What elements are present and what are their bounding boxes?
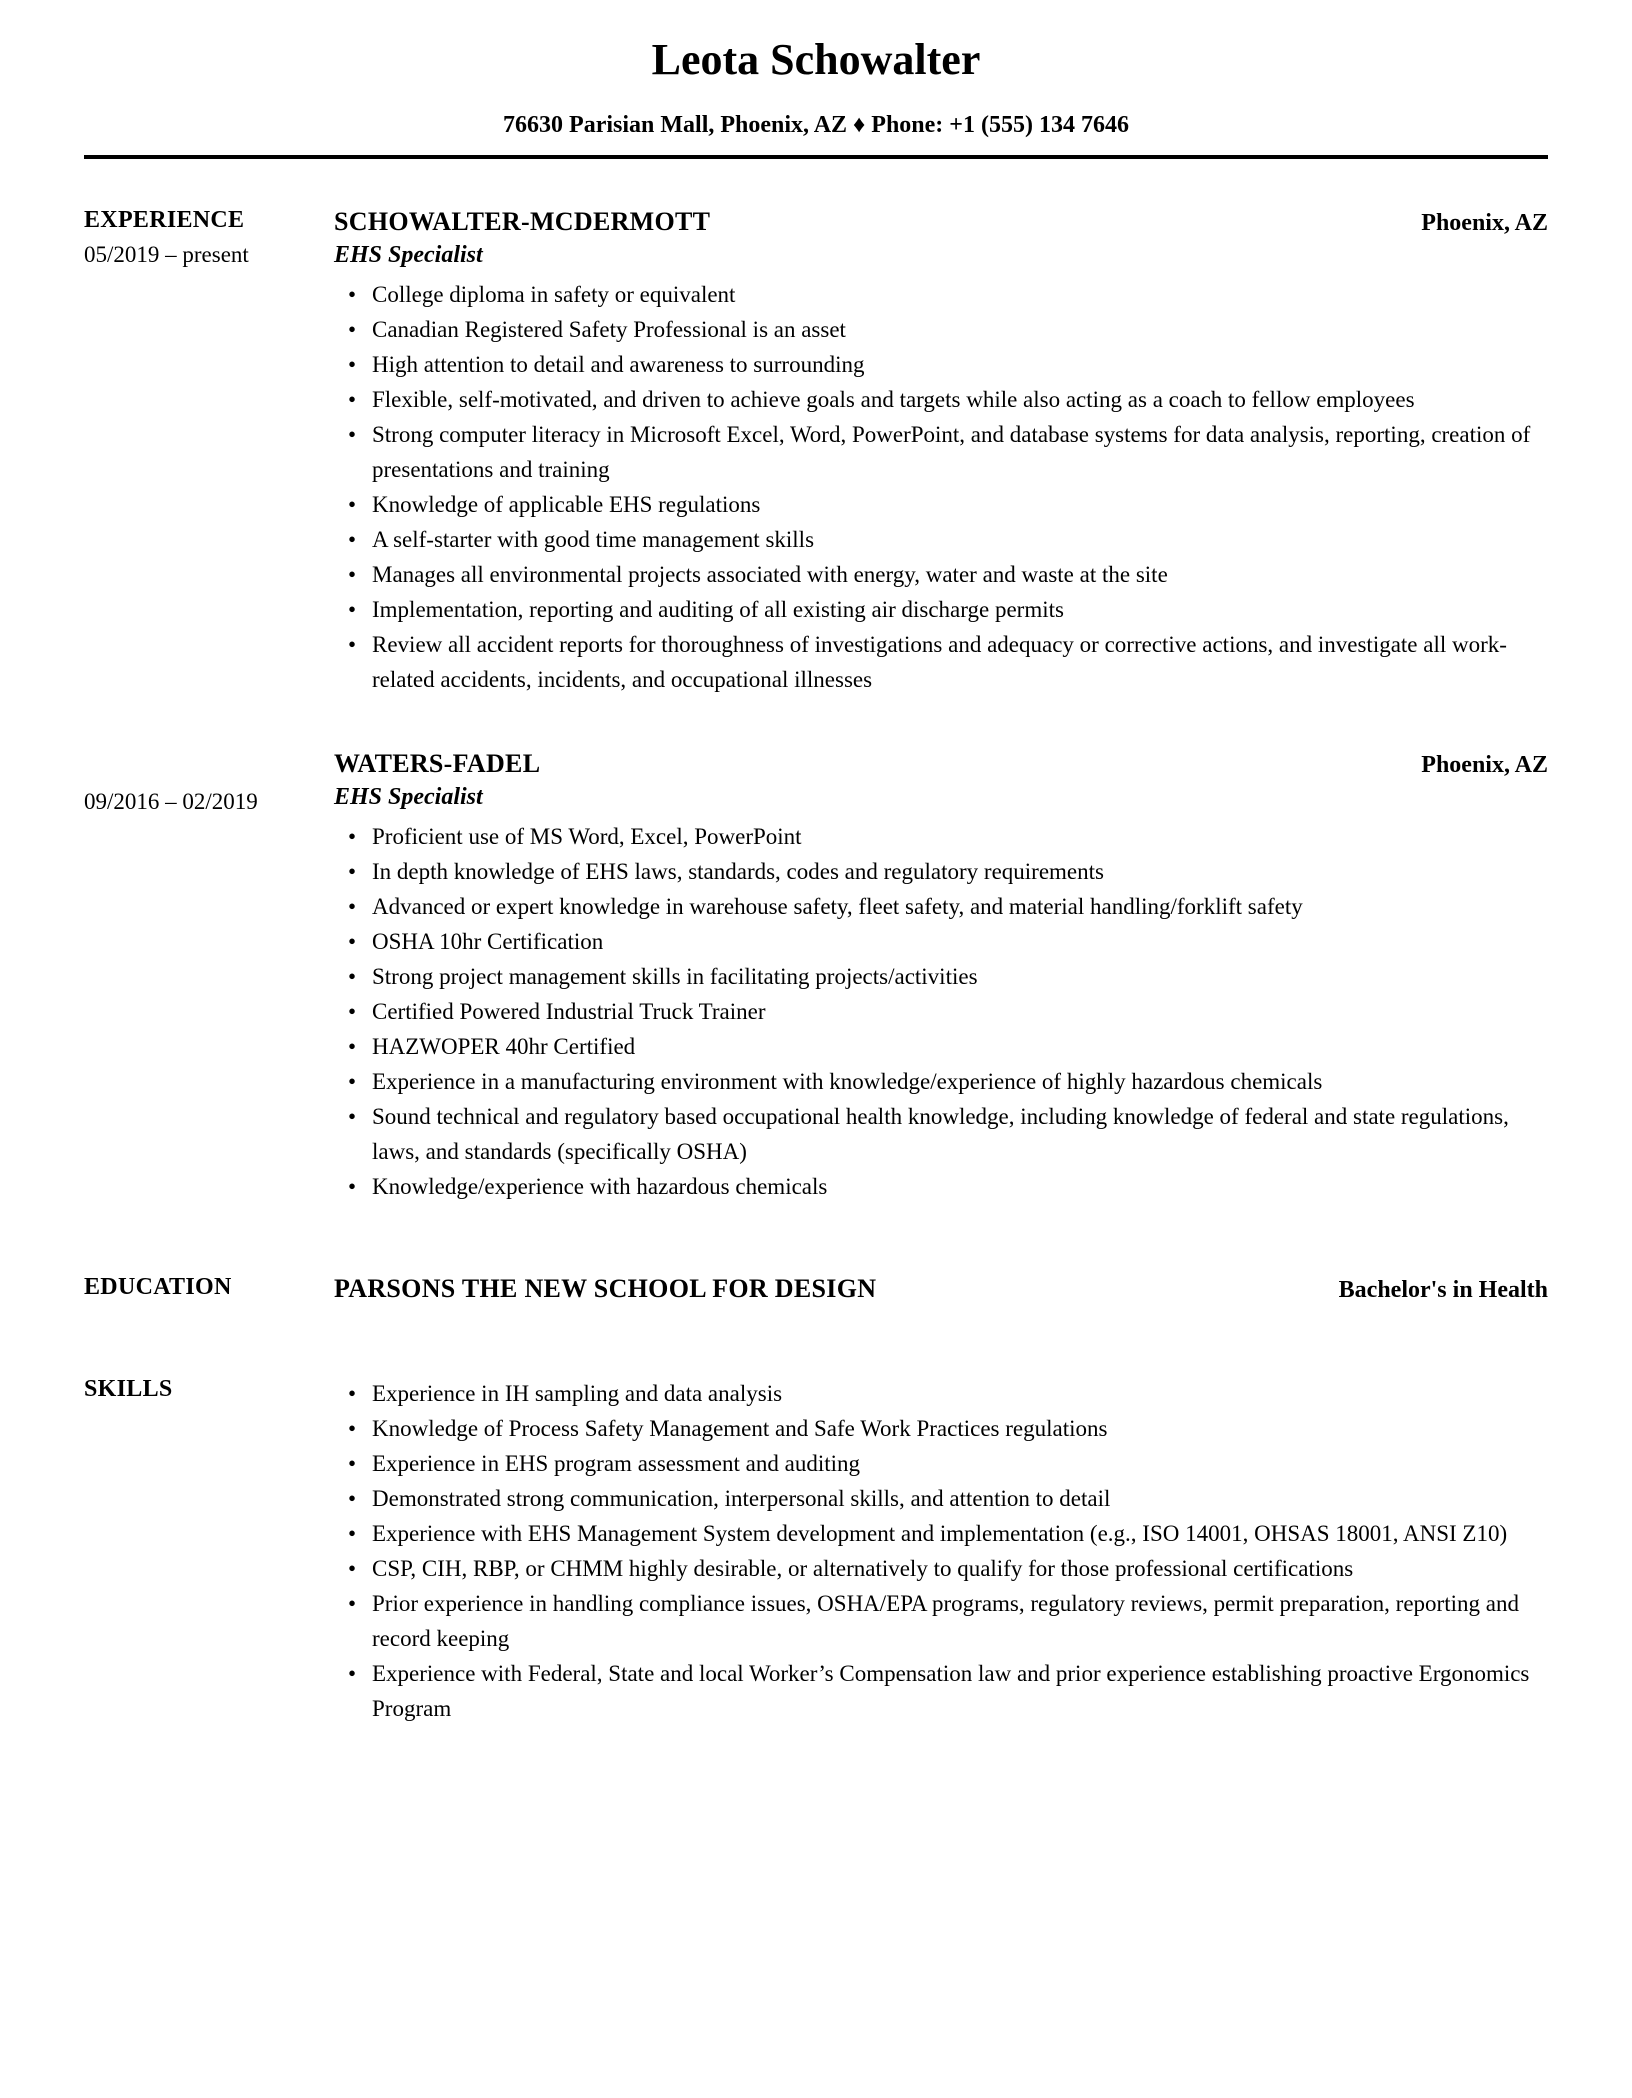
bullet-item: • Proficient use of MS Word, Excel, PowerPoint (334, 819, 1548, 854)
education-section (84, 1274, 1548, 1304)
bullet-item: • Sound technical and regulatory based occupational health knowledge, including knowledge of federal and state regulations, laws, and standards (specifically OSHA) (334, 1099, 1548, 1169)
experience-label: EXPERIENCE (84, 207, 245, 234)
bullet-item: • College diploma in safety or equivalent (334, 277, 1548, 312)
skills-bullet-list (334, 1376, 1548, 1726)
job1-location: Phoenix, AZ (1421, 210, 1548, 237)
job1-company: SCHOWALTER-MCDERMOTT (334, 207, 711, 237)
bullet-item: • Strong computer literacy in Microsoft Excel, Word, PowerPoint, and database systems for data analysis, reporting, creation of presentations and training (334, 417, 1548, 487)
bullet-item: • Certified Powered Industrial Truck Trainer (334, 994, 1548, 1029)
bullet-item: • Knowledge of applicable EHS regulations (334, 487, 1548, 522)
bullet-item: • Flexible, self-motivated, and driven to achieve goals and targets while also acting as a coach to fellow employees (334, 382, 1548, 417)
skills-section (84, 1376, 1548, 1726)
education-block (334, 1274, 1548, 1304)
job2-location: Phoenix, AZ (1421, 752, 1548, 779)
education-row (334, 1274, 1548, 1304)
bullet-item: • In depth knowledge of EHS laws, standards, codes and regulatory requirements (334, 854, 1548, 889)
job1-block (334, 207, 1548, 697)
job2-block (334, 749, 1548, 1204)
job2-dates: 09/2016 – 02/2019 (84, 789, 258, 815)
contact-line: 76630 Parisian Mall, Phoenix, AZ ♦ Phone: +1 (555) 134 7646 (503, 112, 1129, 139)
resume-name: Leota Schowalter (651, 35, 981, 84)
job2-left-column (84, 749, 334, 815)
bullet-item: • OSHA 10hr Certification (334, 924, 1548, 959)
bullet-item: • Experience with Federal, State and local Worker’s Compensation law and prior experience establishing proactive Ergonomics Program (334, 1656, 1548, 1726)
job1-bullet-list (334, 277, 1548, 697)
school-name: PARSONS THE NEW SCHOOL FOR DESIGN (334, 1274, 877, 1304)
bullet-item: • CSP, CIH, RBP, or CHMM highly desirable, or alternatively to qualify for those professional certifications (334, 1551, 1548, 1586)
skills-label: SKILLS (84, 1376, 173, 1403)
bullet-item: • Canadian Registered Safety Professional is an asset (334, 312, 1548, 347)
degree: Bachelor's in Health (1338, 1277, 1548, 1304)
job2-heading-row (334, 749, 1548, 779)
job2-bullet-list (334, 819, 1548, 1204)
bullet-item: • Prior experience in handling compliance issues, OSHA/EPA programs, regulatory reviews, permit preparation, reporting and record keeping (334, 1586, 1548, 1656)
job2-company: WATERS-FADEL (334, 749, 541, 779)
experience-job2-section (84, 749, 1548, 1204)
job1-title: EHS Specialist (334, 242, 483, 269)
experience-left-column (84, 207, 334, 268)
experience-section (84, 207, 1548, 697)
bullet-item: • Knowledge/experience with hazardous chemicals (334, 1169, 1548, 1204)
bullet-item: • Experience in IH sampling and data analysis (334, 1376, 1548, 1411)
skills-block (334, 1376, 1548, 1726)
bullet-item: • Knowledge of Process Safety Management and Safe Work Practices regulations (334, 1411, 1548, 1446)
bullet-item: • Experience in a manufacturing environment with knowledge/experience of highly hazardous chemicals (334, 1064, 1548, 1099)
job1-dates: 05/2019 – present (84, 242, 249, 268)
bullet-item: • HAZWOPER 40hr Certified (334, 1029, 1548, 1064)
bullet-item: • Implementation, reporting and auditing of all existing air discharge permits (334, 592, 1548, 627)
bullet-item: • A self-starter with good time management skills (334, 522, 1548, 557)
bullet-item: • Strong project management skills in facilitating projects/activities (334, 959, 1548, 994)
job1-heading-row (334, 207, 1548, 237)
job2-title: EHS Specialist (334, 784, 483, 811)
skills-left-column (84, 1376, 334, 1403)
bullet-item: • Demonstrated strong communication, interpersonal skills, and attention to detail (334, 1481, 1548, 1516)
bullet-item: • Experience with EHS Management System development and implementation (e.g., ISO 14001, OHSAS 18001, ANSI Z10) (334, 1516, 1548, 1551)
bullet-item: • Advanced or expert knowledge in warehouse safety, fleet safety, and material handling/forklift safety (334, 889, 1548, 924)
bullet-item: • Review all accident reports for thoroughness of investigations and adequacy or corrective actions, and investigate all work-related accidents, incidents, and occupational illnesses (334, 627, 1548, 697)
education-label: EDUCATION (84, 1274, 232, 1301)
education-left-column (84, 1274, 334, 1301)
bullet-item: • High attention to detail and awareness to surrounding (334, 347, 1548, 382)
bullet-item: • Manages all environmental projects associated with energy, water and waste at the site (334, 557, 1548, 592)
bullet-item: • Experience in EHS program assessment and auditing (334, 1446, 1548, 1481)
header-divider (84, 155, 1548, 159)
